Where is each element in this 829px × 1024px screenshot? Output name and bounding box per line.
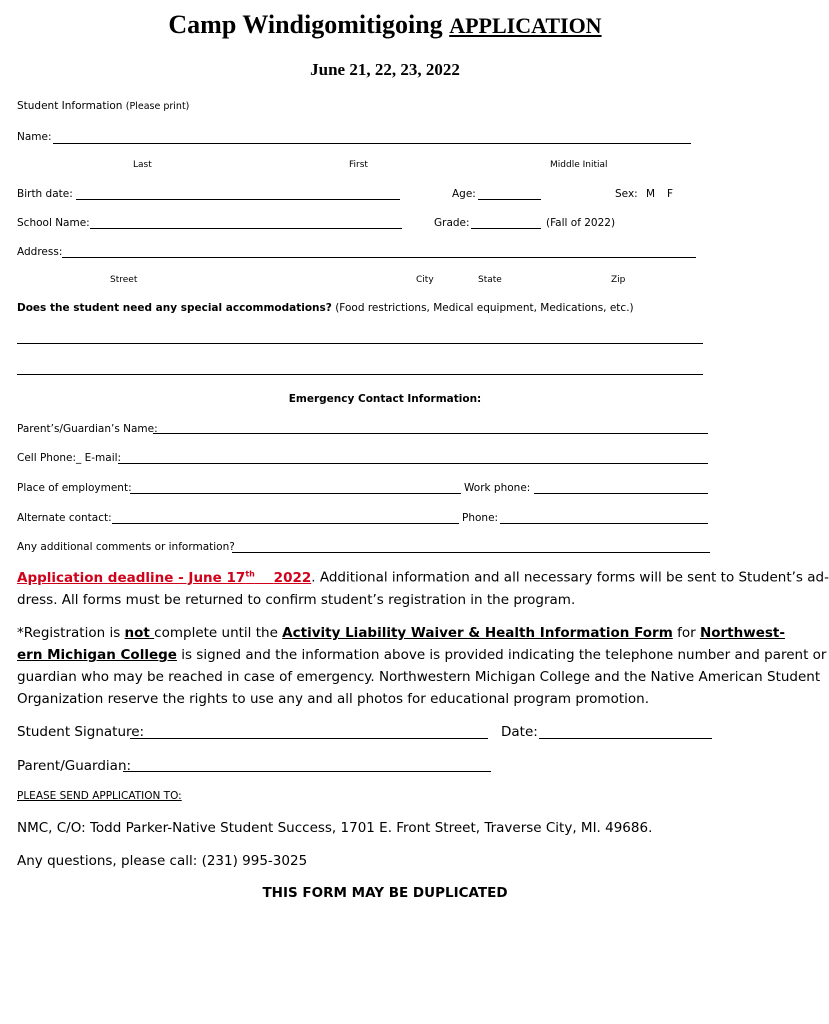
name-label: Name: [17,131,52,143]
name-field[interactable] [53,143,691,144]
address-label: Address: [17,246,63,258]
parent-guardian-signature-field[interactable] [123,771,491,772]
questions-phone: Any questions, please call: (231) 995-3025 [17,853,308,869]
sex-label: Sex: [615,188,638,200]
cell-email-field[interactable] [118,463,708,464]
phone-label: Phone: [462,512,499,524]
guardian-name-label: Parent’s/Guardian’s Name: [17,423,158,435]
alternate-contact-field[interactable] [112,523,459,524]
deadline-highlight: Application deadline - June 17th 2022 [17,569,312,586]
birth-date-field[interactable] [76,199,400,200]
parent-guardian-label: Parent/Guardian: [17,758,132,774]
age-field[interactable] [478,199,541,200]
employment-field[interactable] [130,493,461,494]
city-caption: City [416,275,434,285]
registration-line-4: Organization reserve the rights to use any and all photos for educational program promotion. [17,691,649,707]
zip-caption: Zip [611,275,626,285]
deadline-line-2: dress. All forms must be returned to confirm student’s registration in the program. [17,592,576,608]
grade-note: (Fall of 2022) [546,217,616,229]
employment-label: Place of employment: [17,482,132,494]
deadline-line-1: Application deadline - June 17th 2022. Additional information and all necessary forms will be sent to Student’s ad- [17,569,829,586]
guardian-name-field[interactable] [153,433,708,434]
comments-field[interactable] [232,552,710,553]
date-label: Date: [501,724,538,740]
address-field[interactable] [62,257,696,258]
middle-initial-caption: Middle Initial [550,160,608,170]
school-name-label: School Name: [17,217,90,229]
street-caption: Street [110,275,138,285]
student-signature-label: Student Signature: [17,724,145,740]
mailing-address: NMC, C/O: Todd Parker-Native Student Success, 1701 E. Front Street, Traverse City, MI. 49686. [17,820,653,836]
waiver-form-name: Activity Liability Waiver & Health Information Form [282,625,673,641]
sex-option-m[interactable]: M [646,188,656,200]
work-phone-field[interactable] [534,493,708,494]
student-signature-field[interactable] [130,738,488,739]
page-title [0,10,770,40]
accommodations-question: Does the student need any special accommodations? (Food restrictions, Medical equipment, Medications, etc.) [17,302,634,314]
alternate-contact-label: Alternate contact: [17,512,112,524]
title-application: APPLICATION [449,13,602,38]
send-application-heading: PLEASE SEND APPLICATION TO: [17,790,182,802]
sex-option-f[interactable]: F [667,188,674,200]
phone-field[interactable] [500,523,708,524]
grade-field[interactable] [471,228,541,229]
birth-date-label: Birth date: [17,188,73,200]
accommodations-line-2[interactable] [17,374,703,375]
date-field[interactable] [539,738,712,739]
cell-email-label: Cell Phone:_ E-mail: [17,452,122,464]
comments-label: Any additional comments or information? [17,541,235,553]
registration-line-1: *Registration is not complete until the Activity Liability Waiver & Health Information Form for Northwest- [17,625,785,641]
camp-dates: June 21, 22, 23, 2022 [310,60,460,79]
grade-label: Grade: [434,217,470,229]
state-caption: State [478,275,502,285]
emergency-heading: Emergency Contact Information: [288,393,482,405]
registration-line-2: ern Michigan College is signed and the information above is provided indicating the telephone number and parent or [17,647,827,663]
title-camp-name: Camp Windigomitigoing [168,10,443,39]
work-phone-label: Work phone: [464,482,531,494]
registration-line-3: guardian who may be reached in case of emergency. Northwestern Michigan College and the Native American Student [17,669,821,685]
student-info-heading: Student Information (Please print) [17,100,190,112]
duplication-notice: THIS FORM MAY BE DUPLICATED [262,885,508,901]
first-caption: First [349,160,368,170]
accommodations-line-1[interactable] [17,343,703,344]
age-label: Age: [452,188,476,200]
last-caption: Last [133,160,152,170]
school-name-field[interactable] [90,228,402,229]
